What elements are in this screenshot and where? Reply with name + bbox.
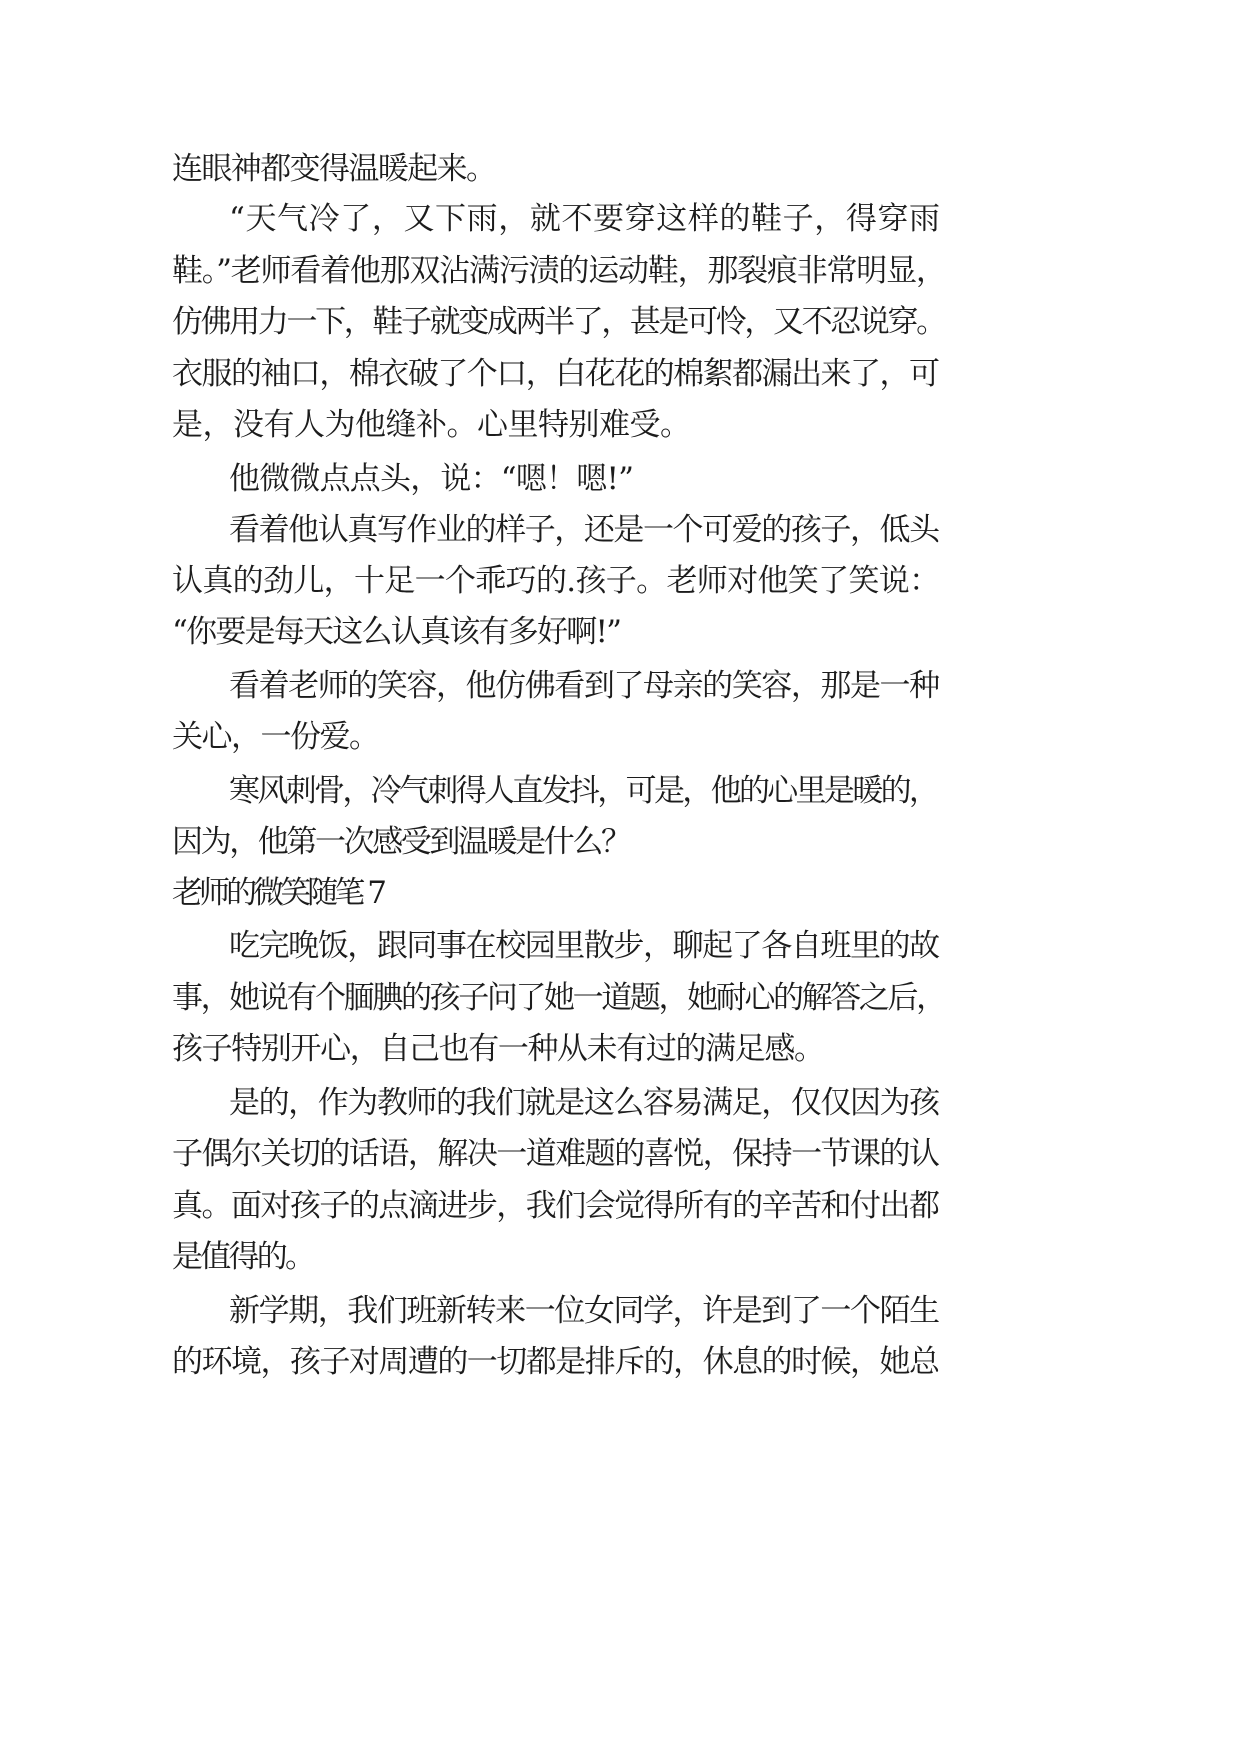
section-heading: 老师的微笑随笔 7 xyxy=(172,875,384,911)
paragraph-line: “天气冷了，又下雨，就不要穿这样的鞋子，得穿雨 xyxy=(229,201,941,237)
paragraph-line: 新学期，我们班新转来一位女同学，许是到了一个陌生 xyxy=(229,1293,939,1329)
text-line: 的环境，孩子对周遭的一切都是排斥的，休息的时候，她总 xyxy=(172,1344,939,1380)
paragraph-line: 看着老师的笑容，他仿佛看到了母亲的笑容，那是一种 xyxy=(229,668,939,704)
text-line: 鞋。”老师看着他那双沾满污渍的运动鞋，那裂痕非常明显， xyxy=(172,253,946,289)
text-line: 衣服的袖口，棉衣破了个口，白花花的棉絮都漏出来了，可 xyxy=(172,356,939,392)
text-line: 连眼神都变得温暖起来。 xyxy=(172,151,496,187)
text-line: 认真的劲儿，十足一个乖巧的.孩子。老师对他笑了笑说： xyxy=(172,563,940,599)
text-line: 事，她说有个腼腆的孩子问了她一道题，她耐心的解答之后， xyxy=(172,980,945,1016)
paragraph-line: 看着他认真写作业的样子，还是一个可爱的孩子，低头 xyxy=(229,512,939,548)
text-line: 是，没有人为他缝补。心里特别难受。 xyxy=(172,407,691,443)
paragraph-line: 他微微点点头，说：“嗯！嗯!” xyxy=(229,461,634,497)
paragraph-line: 是的，作为教师的我们就是这么容易满足，仅仅因为孩 xyxy=(229,1085,939,1121)
text-line: 是值得的。 xyxy=(172,1239,314,1275)
text-line: 关心，一份爱。 xyxy=(172,719,379,755)
text-line: “你要是每天这么认真该有多好啊!” xyxy=(172,614,621,650)
paragraph-line: 吃完晚饭，跟同事在校园里散步，聊起了各自班里的故 xyxy=(229,928,939,964)
text-line: 孩子特别开心，自己也有一种从未有过的满足感。 xyxy=(172,1031,824,1067)
text-line: 因为，他第一次感受到温暖是什么？ xyxy=(172,824,630,860)
text-line: 子偶尔关切的话语，解决一道难题的喜悦，保持一节课的认 xyxy=(172,1136,939,1172)
text-line: 真。面对孩子的点滴进步，我们会觉得所有的辛苦和付出都 xyxy=(172,1188,939,1224)
paragraph-line: 寒风刺骨，冷气刺得人直发抖，可是，他的心里是暖的， xyxy=(229,773,938,809)
text-line: 仿佛用力一下，鞋子就变成两半了，甚是可怜，又不忍说穿。 xyxy=(172,304,945,340)
